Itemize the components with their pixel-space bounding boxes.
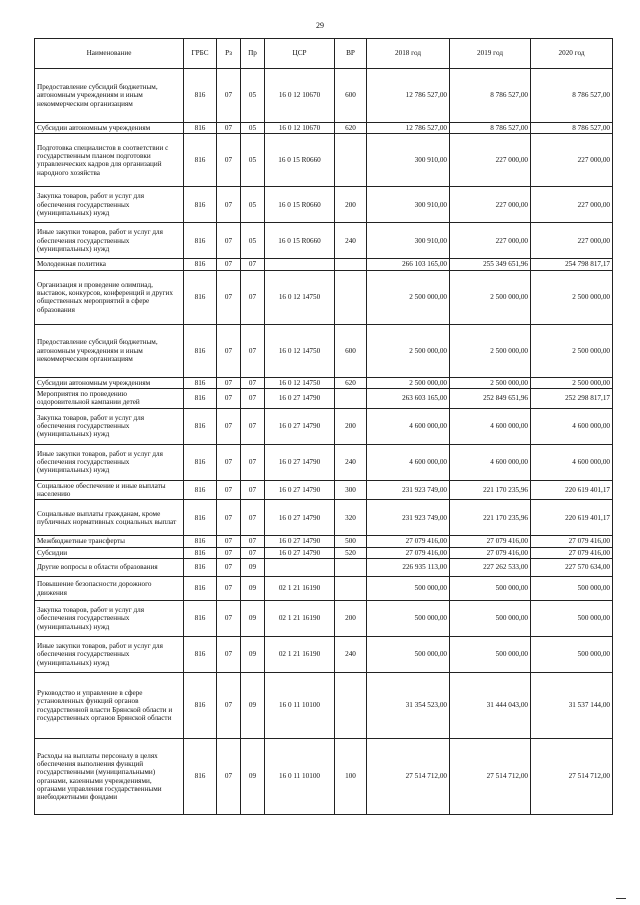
table-row (35, 739, 613, 815)
cell-rz: 07 (217, 577, 241, 601)
table-row (35, 637, 613, 673)
cell-csr: 16 0 27 14790 (265, 389, 335, 409)
cell-grbs: 816 (184, 500, 217, 536)
cell-rz: 07 (217, 123, 241, 134)
table-row (35, 601, 613, 637)
cell-name: Иные закупки товаров, работ и услуг для обеспечения государственных (муниципальных) нужд (35, 637, 184, 673)
cell-name: Другие вопросы в области образования (35, 559, 184, 577)
cell-grbs: 816 (184, 559, 217, 577)
cell-rz: 07 (217, 389, 241, 409)
cell-vr (335, 559, 367, 577)
cell-y2018: 12 786 527,00 (367, 123, 450, 134)
cell-pr: 05 (241, 123, 265, 134)
cell-grbs: 816 (184, 536, 217, 547)
cell-y2019: 31 444 043,00 (450, 673, 531, 739)
table-row (35, 547, 613, 558)
table-row (35, 408, 613, 444)
cell-y2020: 8 786 527,00 (531, 69, 613, 123)
table-row (35, 123, 613, 134)
cell-name: Мероприятия по проведению оздоровительной кампании детей (35, 389, 184, 409)
cell-y2020: 2 500 000,00 (531, 377, 613, 388)
header-row (35, 39, 613, 69)
cell-y2020: 8 786 527,00 (531, 123, 613, 134)
cell-y2020: 2 500 000,00 (531, 324, 613, 377)
cell-vr: 620 (335, 377, 367, 388)
cell-pr: 07 (241, 270, 265, 324)
cell-grbs: 816 (184, 480, 217, 500)
cell-name: Иные закупки товаров, работ и услуг для обеспечения государственных (муниципальных) нужд (35, 223, 184, 259)
cell-name: Молодежная политика (35, 259, 184, 270)
page-edge-mark (616, 898, 626, 899)
cell-y2019: 500 000,00 (450, 637, 531, 673)
cell-vr: 500 (335, 536, 367, 547)
cell-y2018: 263 603 165,00 (367, 389, 450, 409)
cell-csr: 16 0 12 14750 (265, 324, 335, 377)
cell-y2019: 227 000,00 (450, 134, 531, 187)
cell-rz: 07 (217, 536, 241, 547)
cell-y2018: 500 000,00 (367, 601, 450, 637)
column-header: 2020 год (531, 39, 613, 69)
cell-y2020: 2 500 000,00 (531, 270, 613, 324)
cell-name: Иные закупки товаров, работ и услуг для обеспечения государственных (муниципальных) нужд (35, 444, 184, 480)
cell-csr: 02 1 21 16190 (265, 637, 335, 673)
cell-vr (335, 389, 367, 409)
column-header: ГРБС (184, 39, 217, 69)
cell-y2020: 27 514 712,00 (531, 739, 613, 815)
cell-y2018: 226 935 113,00 (367, 559, 450, 577)
table-row (35, 324, 613, 377)
cell-vr: 240 (335, 637, 367, 673)
cell-vr: 200 (335, 601, 367, 637)
column-header: ВР (335, 39, 367, 69)
cell-grbs: 816 (184, 547, 217, 558)
cell-y2018: 4 600 000,00 (367, 408, 450, 444)
cell-csr: 16 0 27 14790 (265, 547, 335, 558)
cell-rz: 07 (217, 408, 241, 444)
cell-y2020: 500 000,00 (531, 637, 613, 673)
cell-y2019: 227 000,00 (450, 223, 531, 259)
table-row (35, 673, 613, 739)
cell-name: Субсидии (35, 547, 184, 558)
column-header: Пр (241, 39, 265, 69)
cell-y2020: 4 600 000,00 (531, 408, 613, 444)
cell-y2020: 254 798 817,17 (531, 259, 613, 270)
cell-pr: 05 (241, 223, 265, 259)
cell-name: Закупка товаров, работ и услуг для обеспечения государственных (муниципальных) нужд (35, 408, 184, 444)
cell-pr: 05 (241, 134, 265, 187)
cell-name: Субсидии автономным учреждениям (35, 123, 184, 134)
cell-grbs: 816 (184, 739, 217, 815)
cell-grbs: 816 (184, 377, 217, 388)
cell-rz: 07 (217, 673, 241, 739)
cell-csr: 16 0 27 14790 (265, 536, 335, 547)
cell-csr: 16 0 11 10100 (265, 739, 335, 815)
cell-grbs: 816 (184, 270, 217, 324)
table-row (35, 389, 613, 409)
cell-y2019: 8 786 527,00 (450, 69, 531, 123)
cell-grbs: 816 (184, 259, 217, 270)
cell-csr: 16 0 27 14790 (265, 500, 335, 536)
cell-rz: 07 (217, 559, 241, 577)
cell-name: Субсидии автономным учреждениям (35, 377, 184, 388)
cell-y2019: 2 500 000,00 (450, 324, 531, 377)
cell-y2020: 500 000,00 (531, 577, 613, 601)
cell-rz: 07 (217, 134, 241, 187)
cell-rz: 07 (217, 69, 241, 123)
cell-name: Закупка товаров, работ и услуг для обеспечения государственных (муниципальных) нужд (35, 187, 184, 223)
cell-vr (335, 270, 367, 324)
cell-y2018: 27 079 416,00 (367, 536, 450, 547)
cell-csr (265, 259, 335, 270)
cell-y2018: 31 354 523,00 (367, 673, 450, 739)
cell-y2020: 252 298 817,17 (531, 389, 613, 409)
column-header: Наименование (35, 39, 184, 69)
table-row (35, 187, 613, 223)
cell-vr: 620 (335, 123, 367, 134)
cell-pr: 07 (241, 536, 265, 547)
cell-vr: 100 (335, 739, 367, 815)
cell-vr (335, 134, 367, 187)
cell-vr: 320 (335, 500, 367, 536)
cell-name: Закупка товаров, работ и услуг для обеспечения государственных (муниципальных) нужд (35, 601, 184, 637)
cell-name: Предоставление субсидий бюджетным, автономным учреждениям и иным некоммерческим организациям (35, 69, 184, 123)
cell-vr: 240 (335, 444, 367, 480)
cell-y2018: 12 786 527,00 (367, 69, 450, 123)
cell-csr: 16 0 27 14790 (265, 480, 335, 500)
table-row (35, 69, 613, 123)
cell-y2018: 300 910,00 (367, 223, 450, 259)
cell-vr: 600 (335, 324, 367, 377)
cell-y2018: 500 000,00 (367, 637, 450, 673)
cell-csr: 16 0 12 10670 (265, 123, 335, 134)
cell-rz: 07 (217, 444, 241, 480)
cell-y2020: 227 000,00 (531, 134, 613, 187)
cell-pr: 07 (241, 259, 265, 270)
table-row (35, 134, 613, 187)
cell-pr: 07 (241, 444, 265, 480)
cell-grbs: 816 (184, 134, 217, 187)
cell-pr: 09 (241, 577, 265, 601)
cell-rz: 07 (217, 637, 241, 673)
cell-csr: 16 0 15 R0660 (265, 134, 335, 187)
cell-rz: 07 (217, 324, 241, 377)
cell-vr (335, 673, 367, 739)
cell-csr: 02 1 21 16190 (265, 601, 335, 637)
cell-grbs: 816 (184, 673, 217, 739)
table-row (35, 270, 613, 324)
table-row (35, 500, 613, 536)
cell-y2020: 220 619 401,17 (531, 480, 613, 500)
cell-rz: 07 (217, 259, 241, 270)
column-header: 2019 год (450, 39, 531, 69)
cell-csr: 16 0 12 14750 (265, 377, 335, 388)
cell-y2018: 27 514 712,00 (367, 739, 450, 815)
cell-grbs: 816 (184, 123, 217, 134)
cell-csr: 16 0 15 R0660 (265, 187, 335, 223)
cell-y2018: 27 079 416,00 (367, 547, 450, 558)
cell-pr: 09 (241, 637, 265, 673)
cell-y2020: 27 079 416,00 (531, 536, 613, 547)
cell-name: Социальные выплаты гражданам, кроме публичных нормативных социальных выплат (35, 500, 184, 536)
cell-rz: 07 (217, 601, 241, 637)
cell-pr: 07 (241, 408, 265, 444)
cell-csr: 16 0 12 10670 (265, 69, 335, 123)
cell-name: Расходы на выплаты персоналу в целях обеспечения выполнения функций государственными (муниципальными) органами, казенными учреждениями, органами управления государственными внебюджетными фондами (35, 739, 184, 815)
cell-vr: 600 (335, 69, 367, 123)
table-row (35, 559, 613, 577)
cell-grbs: 816 (184, 324, 217, 377)
cell-pr: 07 (241, 389, 265, 409)
cell-grbs: 816 (184, 577, 217, 601)
cell-y2019: 27 514 712,00 (450, 739, 531, 815)
cell-grbs: 816 (184, 223, 217, 259)
table-body (35, 69, 613, 815)
cell-y2019: 2 500 000,00 (450, 270, 531, 324)
budget-table (34, 38, 613, 815)
cell-y2020: 27 079 416,00 (531, 547, 613, 558)
table-row (35, 259, 613, 270)
cell-pr: 09 (241, 559, 265, 577)
cell-rz: 07 (217, 187, 241, 223)
column-header: ЦСР (265, 39, 335, 69)
cell-vr: 200 (335, 408, 367, 444)
cell-y2018: 231 923 749,00 (367, 480, 450, 500)
cell-rz: 07 (217, 270, 241, 324)
cell-name: Организация и проведение олимпиад, выставок, конкурсов, конференций и других общественных мероприятий в сфере образования (35, 270, 184, 324)
cell-csr: 02 1 21 16190 (265, 577, 335, 601)
cell-rz: 07 (217, 377, 241, 388)
cell-grbs: 816 (184, 69, 217, 123)
cell-y2020: 227 570 634,00 (531, 559, 613, 577)
cell-y2020: 220 619 401,17 (531, 500, 613, 536)
cell-y2018: 266 103 165,00 (367, 259, 450, 270)
cell-pr: 07 (241, 377, 265, 388)
table-row (35, 223, 613, 259)
cell-name: Межбюджетные трансферты (35, 536, 184, 547)
cell-pr: 07 (241, 547, 265, 558)
cell-y2018: 300 910,00 (367, 134, 450, 187)
cell-y2019: 4 600 000,00 (450, 408, 531, 444)
cell-pr: 09 (241, 601, 265, 637)
cell-y2019: 8 786 527,00 (450, 123, 531, 134)
cell-pr: 07 (241, 480, 265, 500)
cell-grbs: 816 (184, 444, 217, 480)
cell-y2020: 4 600 000,00 (531, 444, 613, 480)
cell-y2019: 221 170 235,96 (450, 480, 531, 500)
table-row (35, 444, 613, 480)
cell-name: Повышение безопасности дорожного движения (35, 577, 184, 601)
cell-y2018: 2 500 000,00 (367, 324, 450, 377)
cell-vr: 520 (335, 547, 367, 558)
cell-pr: 07 (241, 500, 265, 536)
cell-y2018: 500 000,00 (367, 577, 450, 601)
cell-csr: 16 0 27 14790 (265, 444, 335, 480)
table-row (35, 377, 613, 388)
cell-rz: 07 (217, 223, 241, 259)
cell-grbs: 816 (184, 389, 217, 409)
cell-vr: 300 (335, 480, 367, 500)
cell-y2019: 27 079 416,00 (450, 536, 531, 547)
cell-grbs: 816 (184, 187, 217, 223)
cell-y2020: 227 000,00 (531, 187, 613, 223)
cell-y2019: 227 000,00 (450, 187, 531, 223)
cell-vr (335, 259, 367, 270)
cell-csr: 16 0 12 14750 (265, 270, 335, 324)
cell-y2019: 252 849 651,96 (450, 389, 531, 409)
cell-csr (265, 559, 335, 577)
cell-grbs: 816 (184, 637, 217, 673)
cell-name: Руководство и управление в сфере установленных функций органов государственной власти Брянской области и государственных органов Брянской области (35, 673, 184, 739)
cell-y2019: 255 349 651,96 (450, 259, 531, 270)
cell-y2018: 2 500 000,00 (367, 270, 450, 324)
cell-y2020: 227 000,00 (531, 223, 613, 259)
cell-pr: 09 (241, 673, 265, 739)
cell-y2018: 4 600 000,00 (367, 444, 450, 480)
cell-y2020: 500 000,00 (531, 601, 613, 637)
column-header: 2018 год (367, 39, 450, 69)
cell-name: Подготовка специалистов в соответствии с государственным планом подготовки управленческих кадров для организаций народного хозяйства (35, 134, 184, 187)
column-header: Рз (217, 39, 241, 69)
cell-pr: 05 (241, 187, 265, 223)
cell-y2018: 231 923 749,00 (367, 500, 450, 536)
cell-pr: 05 (241, 69, 265, 123)
cell-y2019: 227 262 533,00 (450, 559, 531, 577)
cell-y2019: 500 000,00 (450, 577, 531, 601)
cell-y2019: 2 500 000,00 (450, 377, 531, 388)
cell-grbs: 816 (184, 601, 217, 637)
cell-vr: 200 (335, 187, 367, 223)
cell-rz: 07 (217, 739, 241, 815)
cell-vr: 240 (335, 223, 367, 259)
cell-pr: 09 (241, 739, 265, 815)
cell-y2019: 27 079 416,00 (450, 547, 531, 558)
cell-csr: 16 0 27 14790 (265, 408, 335, 444)
cell-rz: 07 (217, 547, 241, 558)
cell-y2018: 300 910,00 (367, 187, 450, 223)
cell-vr (335, 577, 367, 601)
cell-y2019: 4 600 000,00 (450, 444, 531, 480)
cell-rz: 07 (217, 500, 241, 536)
cell-csr: 16 0 15 R0660 (265, 223, 335, 259)
cell-name: Социальное обеспечение и иные выплаты населению (35, 480, 184, 500)
cell-y2019: 221 170 235,96 (450, 500, 531, 536)
cell-name: Предоставление субсидий бюджетным, автономным учреждениям и иным некоммерческим организациям (35, 324, 184, 377)
cell-pr: 07 (241, 324, 265, 377)
cell-rz: 07 (217, 480, 241, 500)
cell-y2018: 2 500 000,00 (367, 377, 450, 388)
table-row (35, 536, 613, 547)
cell-y2020: 31 537 144,00 (531, 673, 613, 739)
page-number: 29 (316, 21, 324, 30)
table-row (35, 480, 613, 500)
cell-y2019: 500 000,00 (450, 601, 531, 637)
cell-grbs: 816 (184, 408, 217, 444)
table-row (35, 577, 613, 601)
cell-csr: 16 0 11 10100 (265, 673, 335, 739)
